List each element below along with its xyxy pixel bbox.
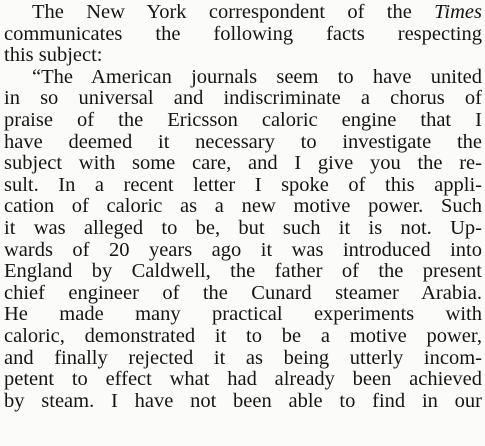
quote-line: petent to effect what had already been achieved — [4, 368, 482, 391]
newspaper-title-times: Times — [434, 1, 482, 23]
quote-line: and finally rejected it as being utterly incom- — [4, 346, 482, 369]
quote-line: have deemed it necessary to investigate the — [4, 130, 482, 153]
quote-line: it was alleged to be, but such it is not. Up- — [4, 216, 482, 239]
quote-line: caloric, demonstrated it to be a motive power, — [4, 324, 482, 347]
quote-line: He made many practical experiments with — [4, 303, 482, 326]
quote-line: wards of 20 years ago it was introduced into — [4, 238, 482, 261]
quote-line: chief engineer of the Cunard steamer Arabia. — [4, 281, 482, 304]
quote-line: praise of the Ericsson caloric engine that I — [4, 108, 482, 131]
quote-line: England by Caldwell, the father of the present — [4, 260, 482, 283]
intro-line-1 — [4, 2, 482, 24]
article-column — [4, 2, 482, 412]
quote-line: subject with some care, and I give you the re- — [4, 152, 482, 175]
quote-line: by steam. I have not been able to find in our — [4, 389, 482, 412]
quote-line: in so universal and indiscriminate a chorus of — [4, 87, 482, 110]
quote-line: “The American journals seem to have united — [32, 65, 482, 88]
intro-line-2: communicates the following facts respecting — [4, 22, 482, 45]
quote-line: sult. In a recent letter I spoke of this appli- — [4, 173, 482, 196]
quote-line: cation of caloric as a new motive power. Such — [4, 195, 482, 218]
intro-text: The New York correspondent of the — [32, 1, 435, 23]
intro-line-3: this subject: — [4, 44, 103, 67]
